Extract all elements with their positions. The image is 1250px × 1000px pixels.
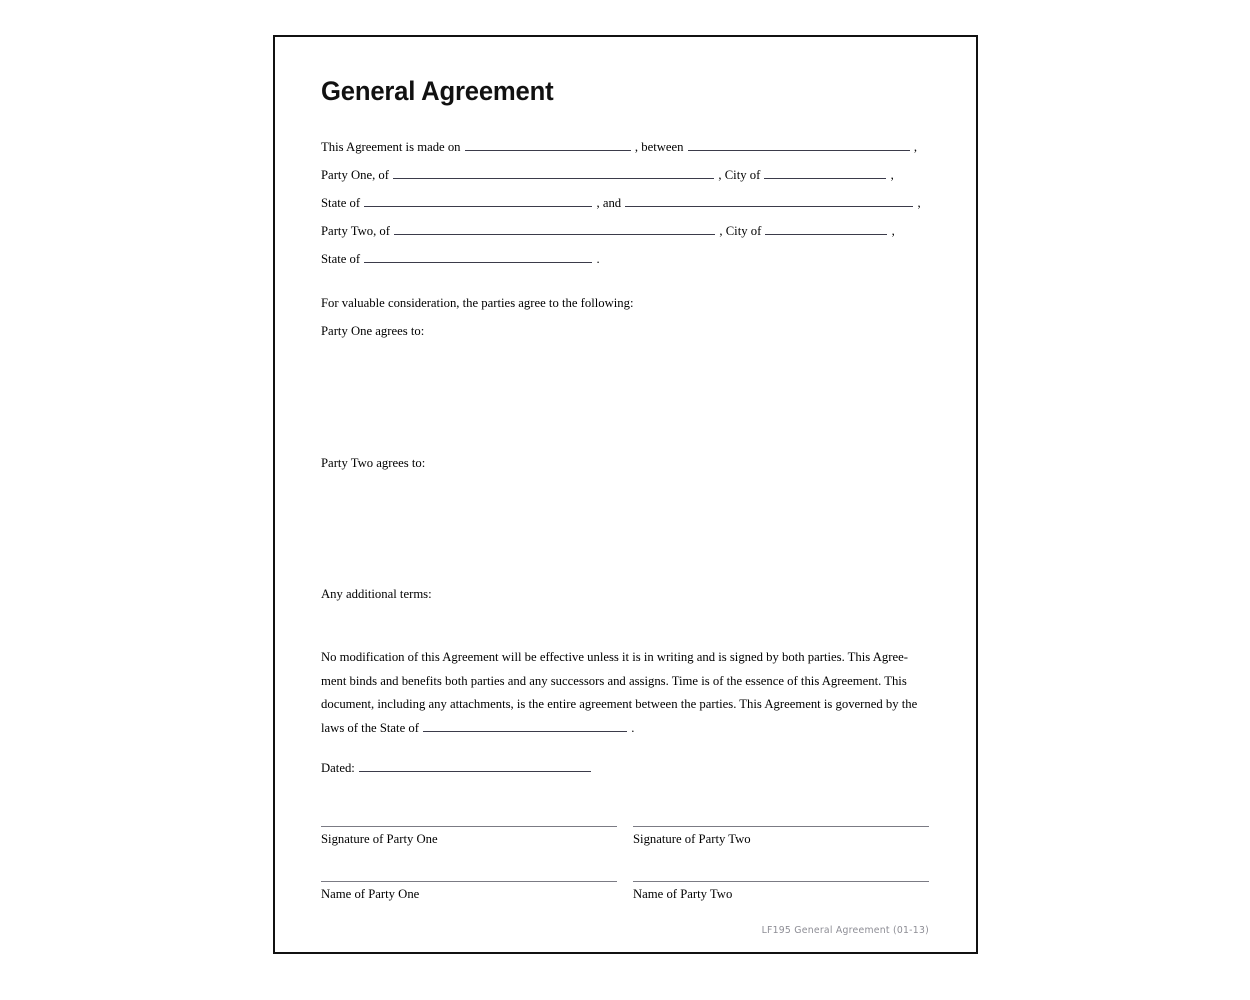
signature-party-two-caption: Signature of Party Two <box>633 832 751 846</box>
additional-terms-label: Any additional terms: <box>321 587 432 601</box>
party-one-trailing-comma: , <box>890 168 894 182</box>
name-party-two-cell <box>633 881 929 903</box>
agreement-date-row <box>321 133 929 161</box>
party-two-state-label: State of <box>321 252 361 266</box>
between-label: , between <box>634 140 684 154</box>
signature-block <box>321 826 929 903</box>
party-two-city-label: , City of <box>719 224 762 238</box>
dated-row <box>321 754 929 782</box>
party-one-state-trailing-comma: , <box>917 196 921 210</box>
party-two-state-row <box>321 245 929 273</box>
dated-label: Dated: <box>321 761 355 775</box>
governing-law-label: laws of the State of <box>321 720 419 735</box>
name-party-one-rule[interactable] <box>321 881 617 882</box>
party-two-address-blank[interactable] <box>394 222 715 235</box>
signature-party-one-caption: Signature of Party One <box>321 832 438 846</box>
second-party-name-blank[interactable] <box>625 194 913 207</box>
party-two-address-row <box>321 217 929 245</box>
document-content <box>321 75 929 936</box>
intro-trailing-comma: , <box>913 140 918 154</box>
between-parties-blank[interactable] <box>688 138 910 151</box>
governing-state-blank[interactable] <box>423 719 627 732</box>
party-one-and-label: , and <box>596 196 622 210</box>
name-party-two-rule[interactable] <box>633 881 929 882</box>
document-page <box>273 35 978 954</box>
agreement-date-blank[interactable] <box>465 138 631 151</box>
name-party-two-caption: Name of Party Two <box>633 887 733 901</box>
party-one-state-blank[interactable] <box>364 194 592 207</box>
party-two-of-label: Party Two, of <box>321 224 391 238</box>
name-party-one-cell <box>321 881 617 903</box>
additional-terms-area[interactable] <box>321 608 929 646</box>
signature-party-two-cell <box>633 826 929 848</box>
party-one-city-blank[interactable] <box>764 166 886 179</box>
signature-party-one-cell <box>321 826 617 848</box>
party-details-fields <box>321 133 929 273</box>
legal-line-1: No modification of this Agreement will be effective unless it is in writing and is signed by both parties. This Agree- <box>321 650 908 664</box>
party-one-state-label: State of <box>321 196 361 210</box>
party-two-terms-area[interactable] <box>321 477 929 580</box>
party-two-state-blank[interactable] <box>364 250 592 263</box>
signature-row <box>321 826 929 848</box>
name-row <box>321 881 929 903</box>
signature-party-one-rule[interactable] <box>321 826 617 827</box>
consideration-heading: For valuable consideration, the parties agree to the following: <box>321 296 634 310</box>
party-two-trailing-period: . <box>596 252 600 266</box>
page-title: General Agreement <box>321 76 554 106</box>
spacer <box>321 273 929 289</box>
party-one-of-label: Party One, of <box>321 168 390 182</box>
form-code-footer: LF195 General Agreement (01-13) <box>761 925 929 936</box>
party-one-terms-area[interactable] <box>321 345 929 449</box>
name-party-one-caption: Name of Party One <box>321 887 420 901</box>
legal-line-4 <box>321 717 929 741</box>
made-on-label: This Agreement is made on <box>321 140 461 154</box>
dated-blank[interactable] <box>359 759 591 772</box>
party-one-city-label: , City of <box>718 168 761 182</box>
party-two-agrees-label: Party Two agrees to: <box>321 456 426 470</box>
legal-trailing-period: . <box>631 720 635 735</box>
legal-line-2: ment binds and benefits both parties and any successors and assigns. Time is of the essence of this Agreement. This <box>321 673 907 688</box>
party-one-agrees-label: Party One agrees to: <box>321 324 425 338</box>
party-one-address-blank[interactable] <box>393 166 714 179</box>
party-one-state-row <box>321 189 929 217</box>
party-two-trailing-comma: , <box>891 224 895 238</box>
party-one-address-row <box>321 161 929 189</box>
signature-party-two-rule[interactable] <box>633 826 929 827</box>
legal-line-3: document, including any attachments, is the entire agreement between the parties. This Agreement is governed by the <box>321 697 918 711</box>
legal-paragraph <box>321 646 929 740</box>
party-two-city-blank[interactable] <box>765 222 887 235</box>
